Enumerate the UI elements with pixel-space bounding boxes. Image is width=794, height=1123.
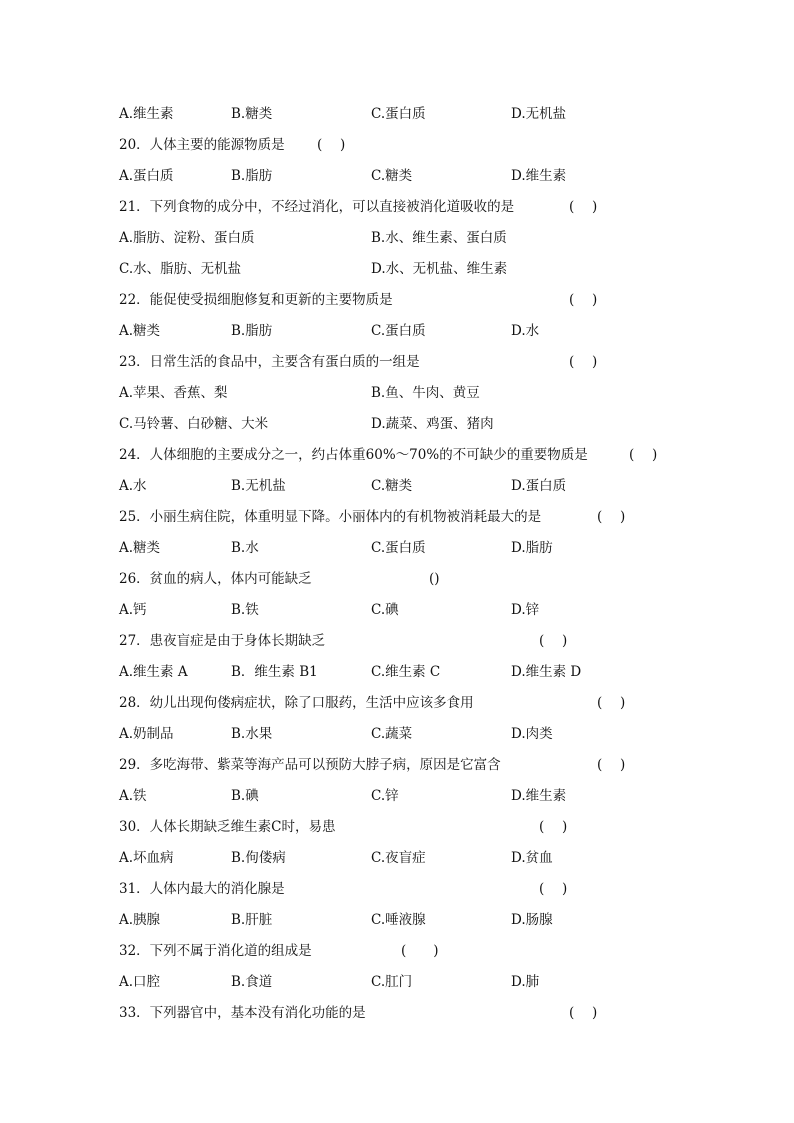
answer-blank: ( ) (569, 1005, 598, 1021)
option-a: A.脂肪、淀粉、蛋白质 (119, 230, 255, 246)
question-text: 25．小丽生病住院，体重明显下降。小丽体内的有机物被消耗最大的是 (119, 509, 542, 525)
option-c: C.糖类 (371, 168, 413, 184)
question-line (119, 816, 679, 838)
option-c: C.唾液腺 (371, 912, 426, 928)
answer-blank: () (429, 571, 440, 587)
options-line (119, 413, 679, 435)
question-line (119, 754, 679, 776)
answer-blank: ( ) (317, 137, 346, 153)
option-c: C.糖类 (371, 478, 413, 494)
option-b: B.碘 (231, 788, 259, 804)
option-b: B.铁 (231, 602, 259, 618)
option-b: B.食道 (231, 974, 273, 990)
option-c: C.夜盲症 (371, 850, 426, 866)
option-b: B.水、维生素、蛋白质 (371, 230, 507, 246)
option-a: A.糖类 (119, 540, 161, 556)
option-c: C.蔬菜 (371, 726, 413, 742)
option-d: D.无机盐 (511, 106, 567, 122)
option-c: C.蛋白质 (371, 540, 426, 556)
question-line (119, 506, 679, 528)
option-b: B．维生素 B1 (231, 664, 318, 680)
option-b: B.脂肪 (231, 168, 273, 184)
options-line (119, 847, 679, 869)
options-line (119, 382, 679, 404)
option-b: B.糖类 (231, 106, 273, 122)
options-line (119, 103, 679, 125)
option-c: C.蛋白质 (371, 323, 426, 339)
question-text: 28．幼儿出现佝偻病症状，除了口服药，生活中应该多食用 (119, 695, 474, 711)
question-line (119, 1002, 679, 1024)
question-line (119, 568, 679, 590)
option-b: B.肝脏 (231, 912, 273, 928)
option-b: B.无机盐 (231, 478, 286, 494)
question-line (119, 196, 679, 218)
question-text: 23．日常生活的食品中，主要含有蛋白质的一组是 (119, 354, 420, 370)
question-line (119, 351, 679, 373)
question-text: 33．下列器官中，基本没有消化功能的是 (119, 1005, 366, 1021)
question-text: 30．人体长期缺乏维生素C时，易患 (119, 819, 336, 835)
answer-blank: ( ) (597, 509, 626, 525)
answer-blank: ( ) (629, 447, 658, 463)
option-c: C.锌 (371, 788, 399, 804)
question-text: 24．人体细胞的主要成分之一，约占体重60%～70%的不可缺少的重要物质是 (119, 447, 588, 463)
options-line (119, 661, 679, 683)
question-text: 21．下列食物的成分中，不经过消化，可以直接被消化道吸收的是 (119, 199, 515, 215)
answer-blank: ( ) (569, 199, 598, 215)
question-text: 20．人体主要的能源物质是 (119, 137, 285, 153)
option-a: A.奶制品 (119, 726, 174, 742)
option-b: B.水 (231, 540, 259, 556)
answer-blank: ( ) (569, 354, 598, 370)
question-text: 31．人体内最大的消化腺是 (119, 881, 285, 897)
option-c: C.蛋白质 (371, 106, 426, 122)
options-line (119, 723, 679, 745)
question-text: 29．多吃海带、紫菜等海产品可以预防大脖子病，原因是它富含 (119, 757, 501, 773)
option-a: A.坏血病 (119, 850, 174, 866)
option-d: D.肠腺 (511, 912, 553, 928)
option-d: D.维生素 D (511, 664, 582, 680)
option-b: B.佝偻病 (231, 850, 286, 866)
option-c: C.水、脂肪、无机盐 (119, 261, 242, 277)
option-d: D.肉类 (511, 726, 553, 742)
option-a: A.铁 (119, 788, 147, 804)
answer-blank: ( ) (597, 695, 626, 711)
option-d: D.脂肪 (511, 540, 553, 556)
answer-blank: ( ) (569, 292, 598, 308)
option-d: D.维生素 (511, 788, 567, 804)
question-line (119, 134, 679, 156)
answer-blank: ( ) (539, 633, 568, 649)
option-a: A.钙 (119, 602, 147, 618)
options-line (119, 320, 679, 342)
options-line (119, 971, 679, 993)
question-line (119, 289, 679, 311)
question-line (119, 630, 679, 652)
question-text: 32．下列不属于消化道的组成是 (119, 943, 312, 959)
question-text: 22．能促使受损细胞修复和更新的主要物质是 (119, 292, 393, 308)
option-a: A.糖类 (119, 323, 161, 339)
option-a: A.蛋白质 (119, 168, 174, 184)
options-line (119, 475, 679, 497)
option-d: D.水 (511, 323, 540, 339)
option-a: A.胰腺 (119, 912, 161, 928)
question-text: 27．患夜盲症是由于身体长期缺乏 (119, 633, 326, 649)
option-a: A.维生素 (119, 106, 174, 122)
question-line (119, 444, 679, 466)
option-d: D.肺 (511, 974, 540, 990)
option-c: C.碘 (371, 602, 399, 618)
options-line (119, 227, 679, 249)
options-line (119, 785, 679, 807)
option-d: D.维生素 (511, 168, 567, 184)
option-a: A.苹果、香蕉、梨 (119, 385, 228, 401)
question-line (119, 940, 679, 962)
answer-blank: ( ) (539, 819, 568, 835)
option-d: D.蔬菜、鸡蛋、猪肉 (371, 416, 494, 432)
option-b: B.水果 (231, 726, 273, 742)
question-line (119, 692, 679, 714)
option-a: A.水 (119, 478, 147, 494)
option-c: C.马铃薯、白砂糖、大米 (119, 416, 269, 432)
options-line (119, 258, 679, 280)
option-b: B.脂肪 (231, 323, 273, 339)
question-text: 26．贫血的病人，体内可能缺乏 (119, 571, 312, 587)
option-d: D.贫血 (511, 850, 553, 866)
options-line (119, 909, 679, 931)
option-d: D.水、无机盐、维生素 (371, 261, 508, 277)
option-d: D.蛋白质 (511, 478, 567, 494)
answer-blank: ( ) (539, 881, 568, 897)
options-line (119, 165, 679, 187)
option-b: B.鱼、牛肉、黄豆 (371, 385, 480, 401)
option-c: C.维生素 C (371, 664, 441, 680)
option-c: C.肛门 (371, 974, 413, 990)
option-a: A.口腔 (119, 974, 161, 990)
option-d: D.锌 (511, 602, 540, 618)
question-line (119, 878, 679, 900)
options-line (119, 537, 679, 559)
answer-blank: ( ) (401, 943, 439, 959)
options-line (119, 599, 679, 621)
answer-blank: ( ) (597, 757, 626, 773)
option-a: A.维生素 A (119, 664, 188, 680)
